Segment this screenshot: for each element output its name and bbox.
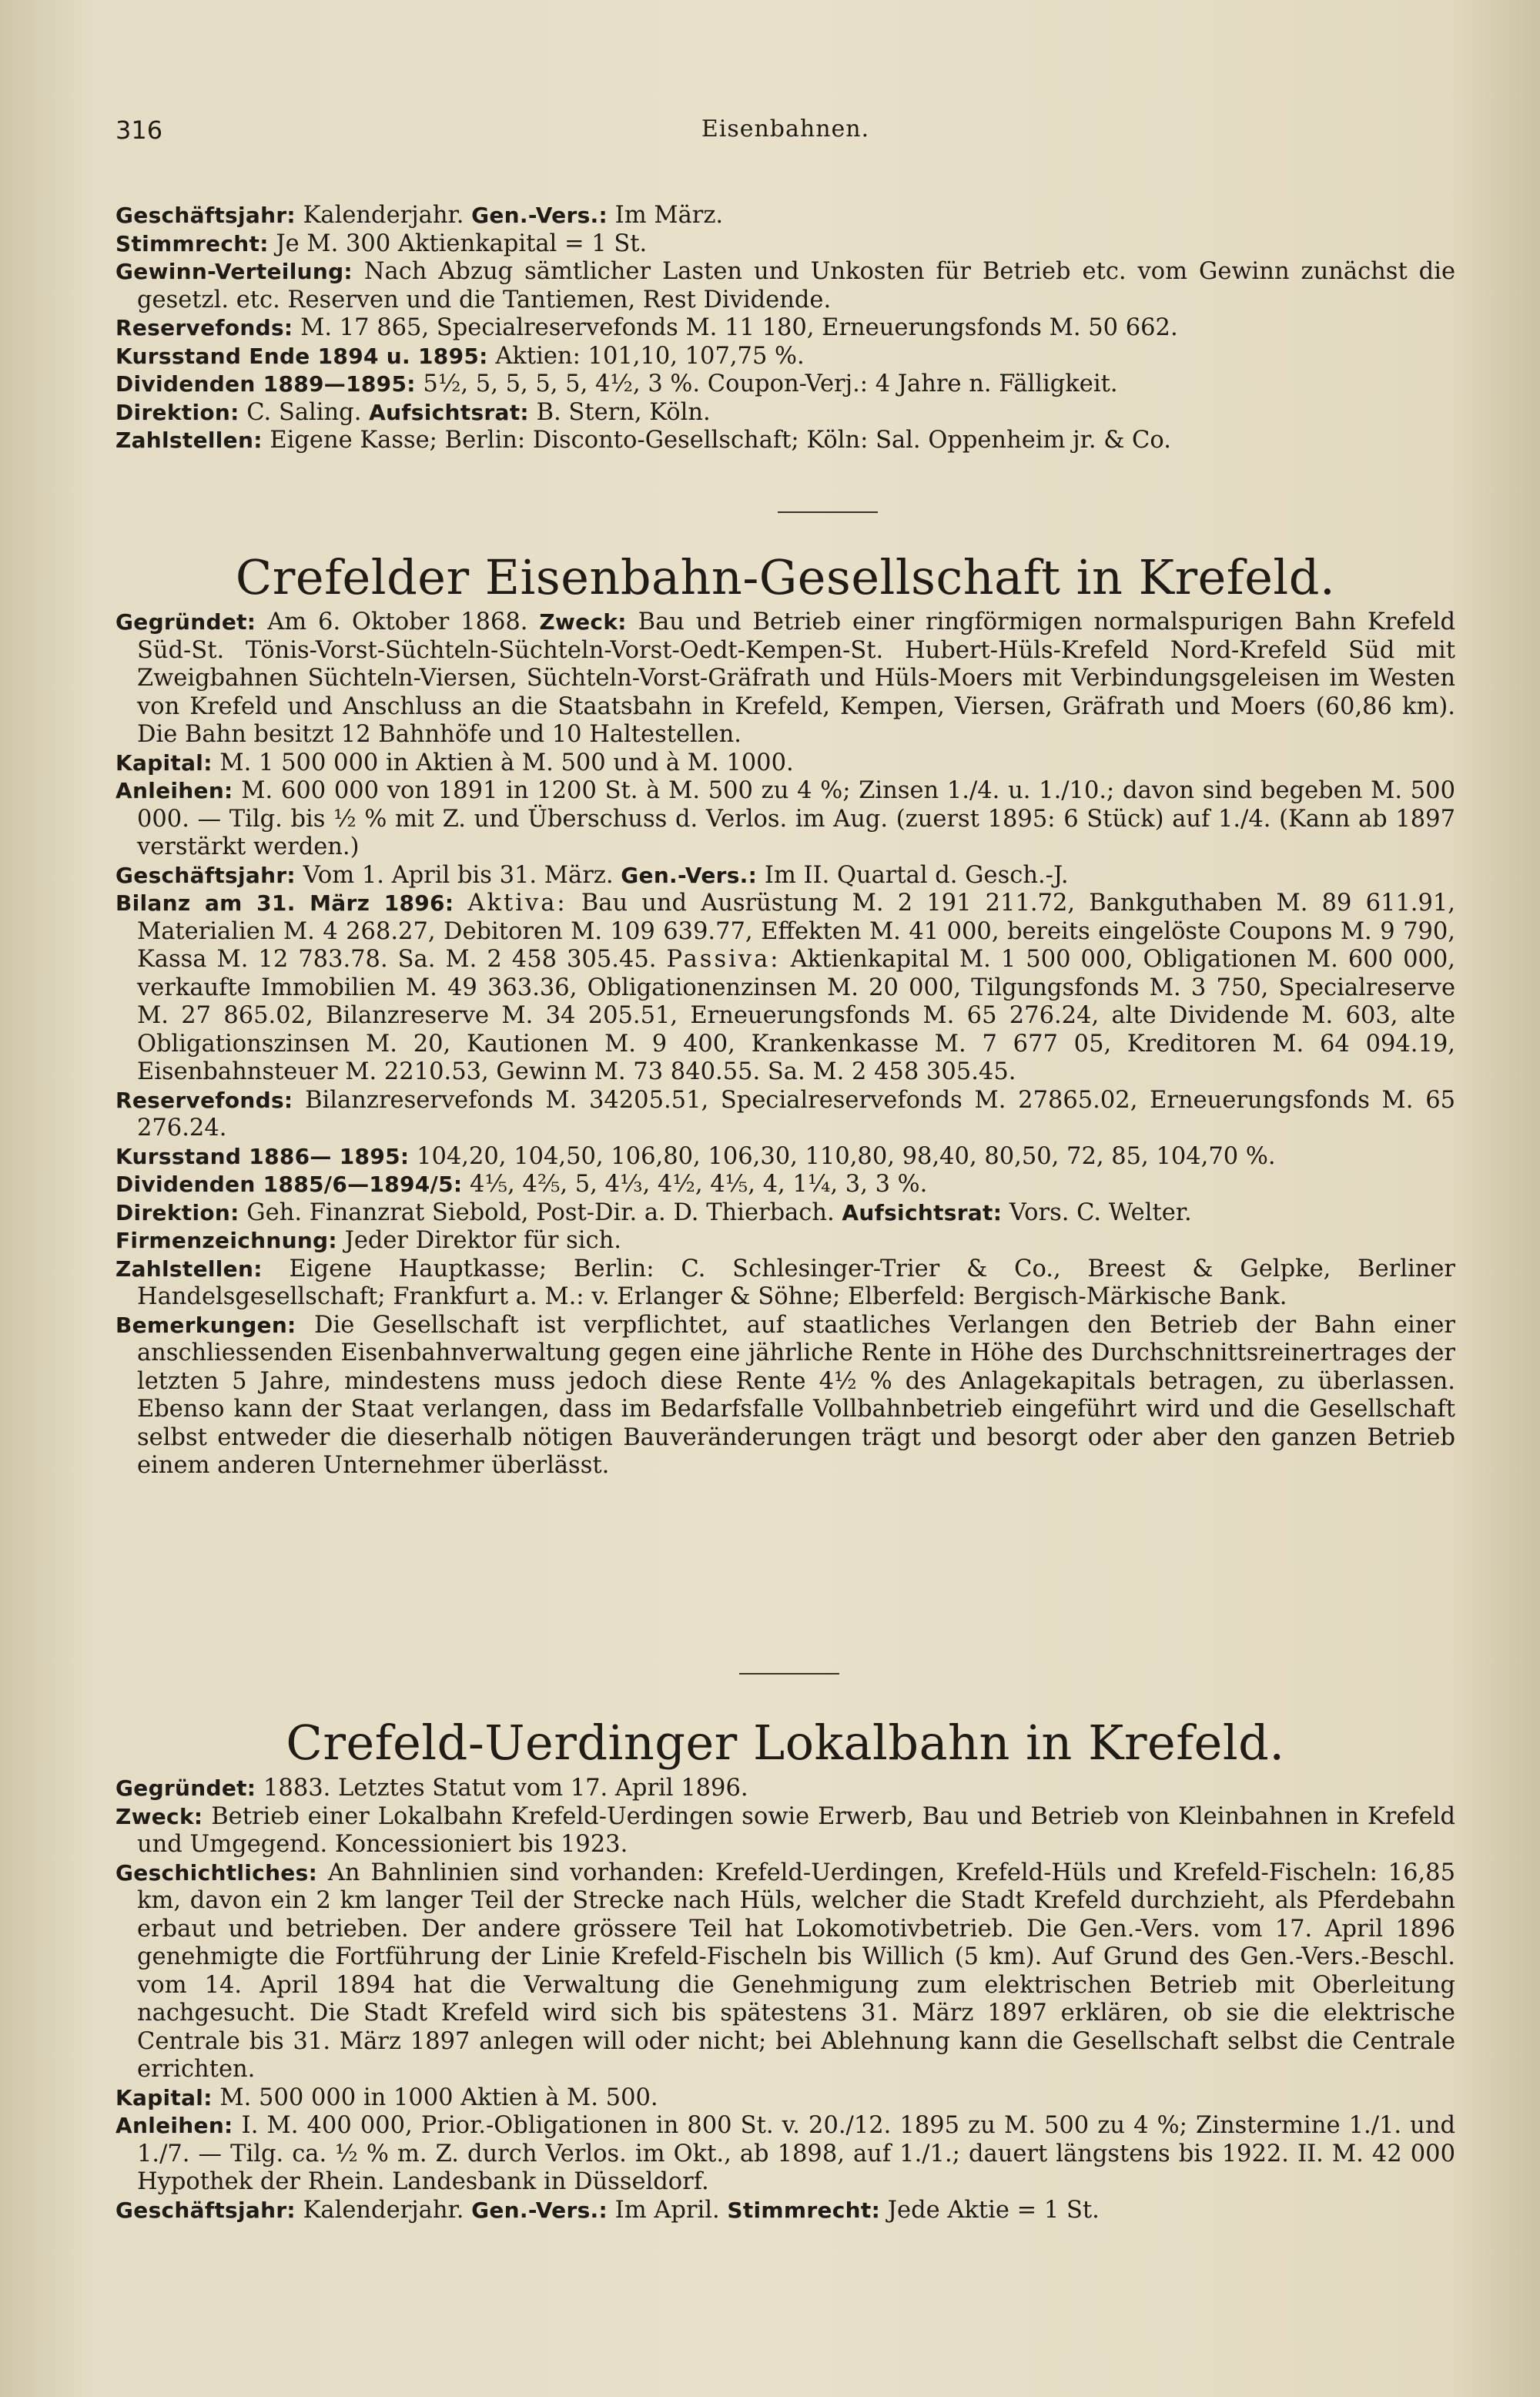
page-number: 316 [116,116,163,145]
entry-text: Jeder Direktor für sich. [336,1227,621,1254]
entry [116,370,1455,399]
entry-text: Jede Aktie = 1 St. [880,2196,1100,2224]
entry-label: Gen.-Vers.: [471,203,608,228]
entry-label: Gen.-Vers.: [471,2197,608,2223]
entry-text: 4⅕, 4⅖, 5, 4⅓, 4½, 4⅕, 4, 1¼, 3, 3 %. [462,1171,928,1198]
entry-text: I. M. 400 000, Prior.-Obligationen in 800 St. v. 20./12. 1895 zu M. 500 zu 4 %; Zinstermine 1./1. und 1./7. — Tilg. ca. ½ % m. Z. durch Verlos. im Okt., ab 1898, auf 1./1.; dauert längstens bis 1922. II. M. 42 000 Hypothek der Rhein. Landesbank in Düsseldorf. [137,2112,1455,2195]
entry-text: M. 17 865, Specialreservefonds M. 11 180, Erneuerungsfonds M. 50 662. [293,314,1178,341]
entry-text: Im März. [607,202,724,229]
page-header [116,116,1455,154]
entry-text: C. Saling. [239,398,370,426]
entry-label: Zweck: [539,609,627,635]
entry-label: Kursstand 1886— 1895: [116,1143,410,1169]
entry-text: Bilanzreservefonds M. 34205.51, Specialreservefonds M. 27865.02, Erneuerungsfonds M. 65 276.24. [137,1086,1455,1142]
entry-label: Dividenden 1885/6—1894/5: [116,1172,463,1197]
entry [116,399,1455,427]
entry-text: Eigene Kasse; Berlin: Disconto-Gesellschaft; Köln: Sal. Oppenheim jr. & Co. [262,427,1171,454]
entry-label: Aufsichtsrat: [369,399,529,425]
entry-text: Nach Abzug sämtlicher Lasten und Unkosten für Betrieb etc. vom Gewinn zunächst die gesetzl. etc. Reserven und die Tantiemen, Rest Dividende. [137,258,1455,313]
entry [116,749,1455,778]
entry-label: Zahlstellen: [116,1255,263,1282]
entry [116,608,1455,749]
entry-label: Gegründet: [116,609,256,635]
entry-text: Kalenderjahr. [295,2196,472,2224]
entry [116,1312,1455,1480]
entry-label: Geschäftsjahr: [116,862,296,888]
entry-label: Kapital: [116,749,213,776]
section-title-crefelder-eisenbahn: Crefelder Eisenbahn-Gesellschaft in Krefeld. [235,549,1336,605]
entry-text: 104,20, 104,50, 106,80, 106,30, 110,80, 98,40, 80,50, 72, 85, 104,70 %. [409,1142,1276,1170]
entry-label: Reservefonds: [116,315,293,340]
entry-label: Gewinn-Verteilung: [116,259,353,284]
section-previous-company [116,202,1455,455]
entry [116,2197,1455,2225]
entry [116,1255,1455,1312]
entry [116,1199,1455,1228]
entry-label: Bemerkungen: [116,1312,296,1338]
running-head: Eisenbahnen. [701,116,870,142]
entry-text: Die Gesellschaft ist verpflichtet, auf staatliches Verlangen den Betrieb der Bahn einer anschliessenden Eisenbahnverwaltung gegen eine jährliche Rente in Höhe des Durchschnittsreinertrages der letzten 5 Jahre, mindestens muss jedoch diese Rente 4½ % des Anlagekapitals betragen, zu überlassen. Ebenso kann der Staat verlangen, dass im Bedarfsfalle Vollbahnbetrieb eingeführt wird und die Gesellschaft selbst entweder die dieserhalb nötigen Bauveränderungen trägt und besorgt oder aber den ganzen Betrieb einem anderen Unternehmer überlässt. [137,1311,1455,1479]
entry-text: Aktien: 101,10, 107,75 %. [487,342,805,370]
entry-text: Je M. 300 Aktienkapital = 1 St. [268,230,648,257]
entry [116,1143,1455,1172]
entry-label: Direktion: [116,399,239,425]
entry-text: M. 1 500 000 in Aktien à M. 500 und à M. 1000. [212,749,794,776]
entry-text: Geh. Finanzrat Siebold, Post-Dir. a. D. Thierbach. [239,1198,842,1226]
entry-text: Im April. [607,2196,728,2224]
entry [116,2084,1455,2113]
entry-label: Geschichtliches: [116,1859,318,1886]
entry [116,1171,1455,1199]
section-crefeld-uerdinger [116,1775,1455,2224]
entry [116,890,1455,1087]
entry-text: Im II. Quartal d. Gesch.-J. [757,861,1069,889]
entry-text: 1883. Letztes Statut vom 17. April 1896. [256,1775,748,1802]
entry-label: Zweck: [116,1803,203,1829]
entry-label: Aufsichtsrat: [842,1199,1003,1225]
entry-text: Aktienkapital M. 1 500 000, Obligationen M. 600 000, verkaufte Immobilien M. 49 363.36, Obligationenzinsen M. 20 000, Tilgungsfonds M. 3 750, Specialreserve M. 27 865.02, Bilanzreserve M. 34 205.51, Erneuerungsfonds M. 65 276.24, alte Dividende M. 603, alte Obligationszinsen M. 20, Kautionen M. 9 400, Krankenkasse M. 7 677 05, Kreditoren M. 64 094.19, Eisenbahnsteuer M. 2210.53, Gewinn M. 73 840.55. Sa. M. 2 458 305.45. [137,946,1455,1085]
entry-label: Zahlstellen: [116,427,263,453]
entry-text: 5½, 5, 5, 5, 5, 4½, 3 %. Coupon-Verj.: 4 Jahre n. Fälligkeit. [415,370,1118,397]
entry-text: Eigene Hauptkasse; Berlin: C. Schlesinger-Trier & Co., Breest & Gelpke, Berliner Handelsgesellschaft; Frankfurt a. M.: v. Erlanger & Söhne; Elberfeld: Bergisch-Märkische Bank. [137,1255,1455,1310]
entry [116,1227,1455,1255]
entry-label: Kapital: [116,2084,213,2110]
section-divider [778,511,878,513]
entry-label: Geschäftsjahr: [116,2197,296,2223]
entry-label: Gen.-Vers.: [621,862,758,888]
entry-label: Direktion: [116,1199,239,1225]
entry-label: Anleihen: [116,2113,233,2138]
entry-label: Stimmrecht: [116,230,269,256]
entry-text: Kalenderjahr. [295,202,472,229]
entry [116,427,1455,455]
entry-text: Vors. C. Welter. [1002,1198,1192,1226]
entry-label: Kursstand Ende 1894 u. 1895: [116,343,488,369]
entry-label: Stimmrecht: [727,2197,881,2223]
section-divider [739,1673,839,1675]
entry [116,314,1455,343]
entry [116,2112,1455,2197]
entry [116,1775,1455,1803]
entry-sublabel: Passiva: [666,946,781,973]
entry-text: An Bahnlinien sind vorhanden: Krefeld-Uerdingen, Krefeld-Hüls und Krefeld-Fischeln: 16,85 km, davon ein 2 km langer Teil der Strecke nach Hüls, welcher die Stadt Krefeld durchzieht, als Pferdebahn erbaut und betrieben. Der andere grössere Teil hat Lokomotivbetrieb. Die Gen.-Vers. vom 17. April 1896 genehmigte die Fortführung der Linie Krefeld-Fischeln bis Willich (5 km). Auf Grund des Gen.-Vers.-Beschl. vom 14. April 1894 hat die Verwaltung die Genehmigung zum elektrischen Betrieb mit Oberleitung nachgesucht. Die Stadt Krefeld wird sich bis spätestens 31. März 1897 erklären, ob sie die elektrische Centrale bis 31. März 1897 anlegen will oder nicht; bei Ablehnung kann die Gesellschaft selbst die Centrale errichten. [137,1859,1455,2083]
entry-label: Reservefonds: [116,1087,293,1113]
entry [116,202,1455,230]
entry-label: Bilanz am 31. März 1896: [116,890,454,916]
entry-text: M. 500 000 in 1000 Aktien à M. 500. [212,2084,658,2111]
entry [116,862,1455,890]
entry-text [454,890,467,917]
entry-label: Dividenden 1889—1895: [116,371,416,397]
entry-text: M. 600 000 von 1891 in 1200 St. à M. 500 zu 4 %; Zinsen 1./4. u. 1./10.; davon sind begeben M. 500 000. — Tilg. bis ½ % mit Z. und Überschuss d. Verlos. im Aug. (zuerst 1895: 6 Stück) auf 1./4. (Kann ab 1897 verstärkt werden.) [137,777,1455,860]
entry-label: Gegründet: [116,1775,256,1801]
entry-sublabel: Aktiva: [467,890,567,917]
entry [116,258,1455,314]
entry-label: Anleihen: [116,778,233,803]
entry [116,343,1455,371]
entry-label: Firmenzeichnung: [116,1228,337,1253]
entry [116,230,1455,259]
entry [116,1859,1455,2084]
entry-text: Bau und Ausrüstung M. 2 191 211.72, Bankguthaben M. 89 611.91, Materialien M. 4 268.27, Debitoren M. 109 639.77, Effekten M. 41 000, bereits eingelöste Coupons M. 9 790, Kassa M. 12 783.78. Sa. M. 2 458 305.45. [137,890,1455,973]
entry-text: Vom 1. April bis 31. März. [295,861,621,889]
entry-text: Betrieb einer Lokalbahn Krefeld-Uerdingen sowie Erwerb, Bau und Betrieb von Kleinbahnen in Krefeld und Umgegend. Koncessioniert bis 1923. [137,1802,1455,1858]
entry-label: Geschäftsjahr: [116,203,296,228]
entry [116,1087,1455,1143]
entry-text: Am 6. Oktober 1868. [256,608,540,635]
entry [116,777,1455,862]
entry-text: B. Stern, Köln. [528,398,711,426]
section-title-crefeld-uerdinger: Crefeld-Uerdinger Lokalbahn in Krefeld. [286,1715,1285,1771]
entry [116,1803,1455,1859]
section-crefelder-eisenbahn [116,608,1455,1480]
entry-text: Bau und Betrieb einer ringförmigen normalspurigen Bahn Krefeld Süd-St. Tönis-Vorst-Süchteln-Süchteln-Vorst-Oedt-Kempen-St. Hubert-Hüls-Krefeld Nord-Krefeld Süd mit Zweigbahnen Süchteln-Viersen, Süchteln-Vorst-Gräfrath und Hüls-Moers mit Verbindungsgeleisen im Westen von Krefeld und Anschluss an die Staatsbahn in Krefeld, Kempen, Viersen, Gräfrath und Moers (60,86 km). Die Bahn besitzt 12 Bahnhöfe und 10 Haltestellen. [137,608,1455,748]
